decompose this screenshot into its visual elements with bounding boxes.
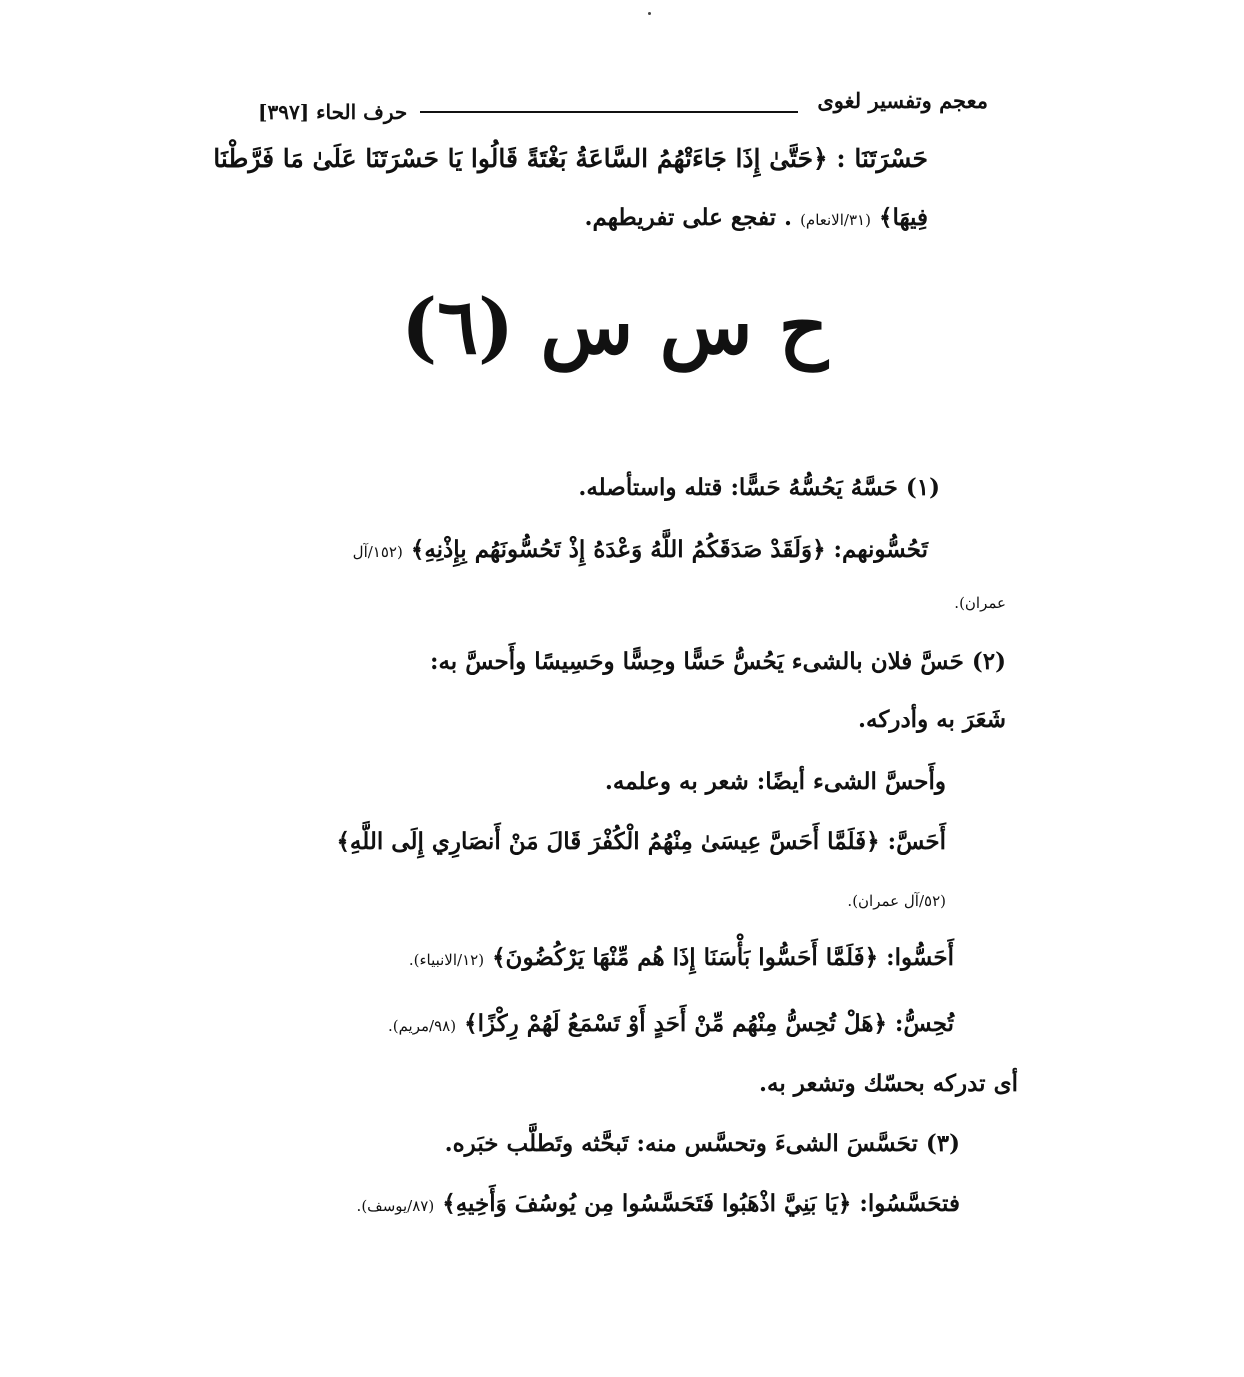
scan-speck xyxy=(648,12,651,15)
entry-2-reference-3: (٩٨/مريم). xyxy=(387,1017,457,1035)
entry-2-line-7 xyxy=(388,1010,954,1037)
intro-reference: (٣١/الانعام) xyxy=(800,211,871,229)
entry-2-reference-1: (٥٢/آل عمران). xyxy=(847,892,946,910)
entry-2-line-3: وأَحسَّ الشىء أيضًا: شعر به وعلمه. xyxy=(604,768,946,795)
entry-1-line-2 xyxy=(353,536,928,563)
entry-1-verse: تَحُسُّونهم: ﴿وَلَقَدْ صَدَقَكُمُ اللَّهُ وَعْدَهُ إِذْ تَحُسُّونَهُم بِإِذْنِهِ﴾ xyxy=(410,536,928,563)
root-heading: ح س س (٦) xyxy=(401,282,828,371)
entry-3-reference: (٨٧/يوسف). xyxy=(356,1197,435,1215)
entry-2-line-4: أَحَسَّ: ﴿فَلَمَّا أَحَسَّ عِيسَىٰ مِنْهُمُ الْكُفْرَ قَالَ مَنْ أَنصَارِي إِلَى اللَّهِ﴾ xyxy=(336,828,946,855)
intro-gloss: . تفجع على تفريطهم. xyxy=(584,204,793,231)
entry-2-line-1: (٢) حَسَّ فلان بالشىء يَحُسُّ حَسًّا وحِسًّا وحَسِيسًا وأَحسَّ به: xyxy=(429,648,1006,675)
entry-2-verse-2: أَحَسُّوا: ﴿فَلَمَّا أَحَسُّوا بَأْسَنَا إِذَا هُم مِّنْهَا يَرْكُضُونَ﴾ xyxy=(492,944,954,971)
header-left-title: حرف الحاء [٣٩٧] xyxy=(258,100,408,124)
entry-2-reference-2: (١٢/الانبياء). xyxy=(408,951,485,969)
header-right-title: معجم وتفسير لغوى xyxy=(817,88,988,113)
entry-2-line-8: أى تدركه بحسّك وتشعر به. xyxy=(759,1070,1018,1097)
entry-3-verse: فتحَسَّسُوا: ﴿يَا بَنِيَّ اذْهَبُوا فَتَحَسَّسُوا مِن يُوسُفَ وَأَخِيهِ﴾ xyxy=(442,1190,960,1217)
entry-2-line-2: شَعَرَ به وأدركه. xyxy=(858,706,1006,733)
entry-2-verse-3: تُحِسُّ: ﴿هَلْ تُحِسُّ مِنْهُم مِّنْ أَحَدٍ أَوْ تَسْمَعُ لَهُمْ رِكْزًا﴾ xyxy=(464,1010,954,1037)
entry-2-line-6 xyxy=(409,944,954,971)
header-rule xyxy=(420,111,798,113)
intro-line-1: حَسْرَتَنَا : ﴿حَتَّىٰ إِذَا جَاءَتْهُمُ السَّاعَةُ بَغْتَةً قَالُوا يَا حَسْرَتَنَا عَلَىٰ مَا فَرَّطْنَا xyxy=(213,144,928,173)
entry-1-reference: (١٥٢/آل xyxy=(352,543,403,561)
intro-line-2 xyxy=(584,204,928,231)
entry-1-line-1: (١) حَسَّهُ يَحُسُّهُ حَسًّا: قتله واستأصله. xyxy=(578,474,940,501)
entry-3-line-2 xyxy=(357,1190,960,1217)
entry-3-line-1: (٣) تحَسَّسَ الشىءَ وتحسَّس منه: تَبحَّثه وتَطلَّب خبَره. xyxy=(444,1130,960,1157)
intro-verse: فِيهَا﴾ xyxy=(878,204,928,231)
entry-1-reference-continued: عمران). xyxy=(954,594,1006,612)
